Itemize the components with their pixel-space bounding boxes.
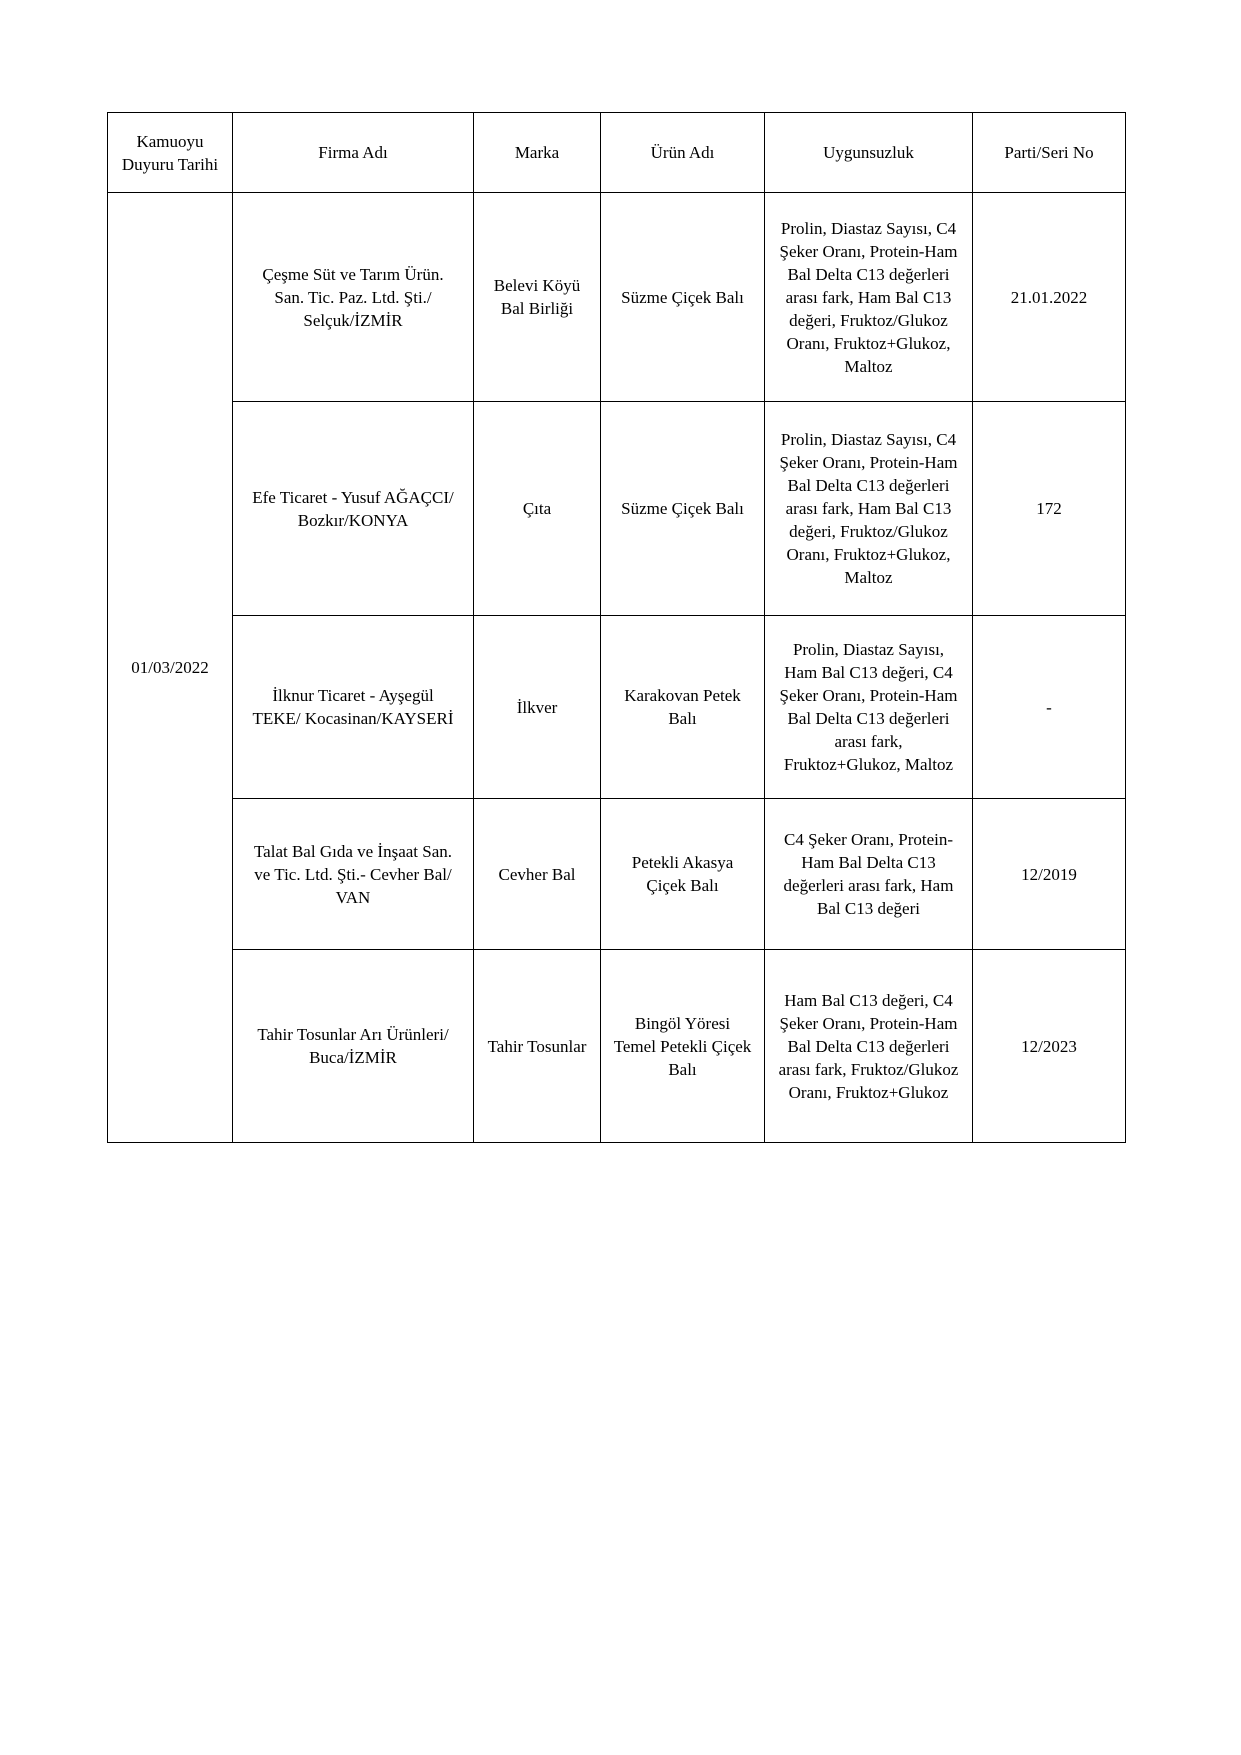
nonconformity-cell: C4 Şeker Oranı, Protein- Ham Bal Delta C13 değerleri arası fark, Ham Bal C13 değeri <box>765 799 973 950</box>
brand-cell: Belevi Köyü Bal Birliği <box>474 193 601 402</box>
header-firm-name: Firma Adı <box>233 113 474 193</box>
table-row <box>108 193 1126 402</box>
brand-cell: Çıta <box>474 402 601 616</box>
product-cell: Bingöl Yöresi Temel Petekli Çiçek Balı <box>601 950 765 1143</box>
nonconformity-cell: Prolin, Diastaz Sayısı, Ham Bal C13 değeri, C4 Şeker Oranı, Protein-Ham Bal Delta C13 değerleri arası fark, Fruktoz+Glukoz, Maltoz <box>765 616 973 799</box>
table-row <box>108 616 1126 799</box>
header-product-name: Ürün Adı <box>601 113 765 193</box>
table-row <box>108 799 1126 950</box>
nonconformity-cell: Ham Bal C13 değeri, C4 Şeker Oranı, Protein-Ham Bal Delta C13 değerleri arası fark, Fruktoz/Glukoz Oranı, Fruktoz+Glukoz <box>765 950 973 1143</box>
recall-table <box>107 112 1126 1143</box>
table-header-row <box>108 113 1126 193</box>
product-cell: Süzme Çiçek Balı <box>601 193 765 402</box>
header-brand: Marka <box>474 113 601 193</box>
batch-cell: 12/2019 <box>973 799 1126 950</box>
brand-cell: Tahir Tosunlar <box>474 950 601 1143</box>
brand-cell: Cevher Bal <box>474 799 601 950</box>
firm-cell: İlknur Ticaret - Ayşegül TEKE/ Kocasinan/KAYSERİ <box>233 616 474 799</box>
header-announcement-date: Kamuoyu Duyuru Tarihi <box>108 113 233 193</box>
batch-cell: 12/2023 <box>973 950 1126 1143</box>
nonconformity-cell: Prolin, Diastaz Sayısı, C4 Şeker Oranı, Protein-Ham Bal Delta C13 değerleri arası fark, Ham Bal C13 değeri, Fruktoz/Glukoz Oranı, Fruktoz+Glukoz, Maltoz <box>765 193 973 402</box>
header-batch-number: Parti/Seri No <box>973 113 1126 193</box>
header-nonconformity: Uygunsuzluk <box>765 113 973 193</box>
brand-cell: İlkver <box>474 616 601 799</box>
product-cell: Karakovan Petek Balı <box>601 616 765 799</box>
nonconformity-cell: Prolin, Diastaz Sayısı, C4 Şeker Oranı, Protein-Ham Bal Delta C13 değerleri arası fark, Ham Bal C13 değeri, Fruktoz/Glukoz Oranı, Fruktoz+Glukoz, Maltoz <box>765 402 973 616</box>
firm-cell: Çeşme Süt ve Tarım Ürün. San. Tic. Paz. Ltd. Şti./ Selçuk/İZMİR <box>233 193 474 402</box>
firm-cell: Talat Bal Gıda ve İnşaat San. ve Tic. Ltd. Şti.- Cevher Bal/ VAN <box>233 799 474 950</box>
table-row <box>108 402 1126 616</box>
firm-cell: Tahir Tosunlar Arı Ürünleri/ Buca/İZMİR <box>233 950 474 1143</box>
firm-cell: Efe Ticaret - Yusuf AĞAÇCI/ Bozkır/KONYA <box>233 402 474 616</box>
table-row <box>108 950 1126 1143</box>
batch-cell: - <box>973 616 1126 799</box>
product-cell: Süzme Çiçek Balı <box>601 402 765 616</box>
announcement-date-cell: 01/03/2022 <box>108 193 233 1143</box>
batch-cell: 21.01.2022 <box>973 193 1126 402</box>
batch-cell: 172 <box>973 402 1126 616</box>
product-cell: Petekli Akasya Çiçek Balı <box>601 799 765 950</box>
